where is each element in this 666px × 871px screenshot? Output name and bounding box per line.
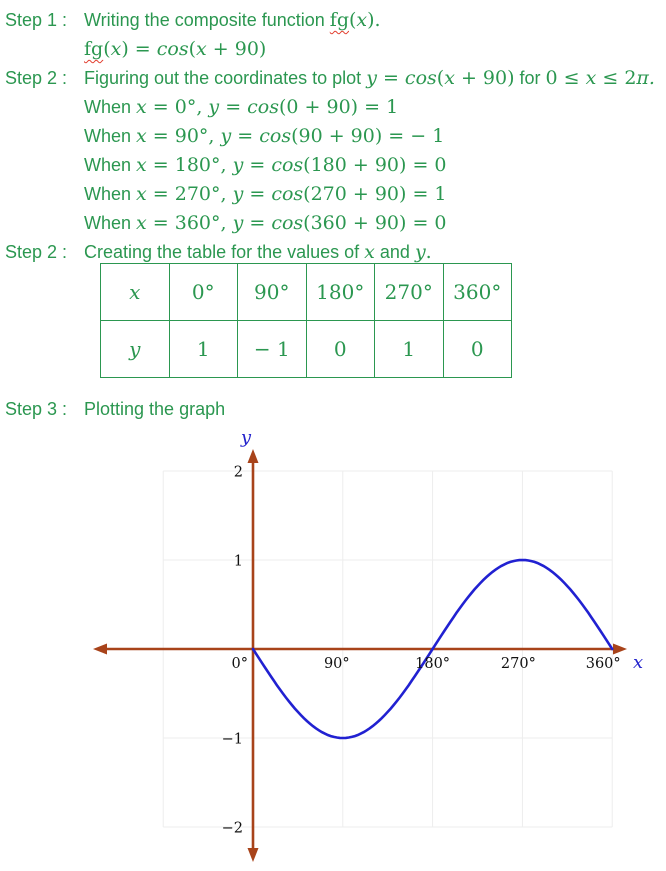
step-label bbox=[0, 151, 84, 180]
text-segment: ≤ 2 bbox=[596, 67, 637, 89]
misspelled-term: fg bbox=[329, 9, 349, 31]
solution-line bbox=[0, 395, 666, 424]
table-cell: 1 bbox=[375, 321, 444, 378]
table-cell: 1 bbox=[169, 321, 238, 378]
text-segment: When bbox=[84, 126, 137, 146]
text-segment: cos bbox=[271, 183, 304, 205]
table-cell: 180° bbox=[306, 264, 375, 321]
text-segment: y bbox=[208, 96, 220, 118]
table-cell: 360° bbox=[443, 264, 512, 321]
x-tick-label: 90° bbox=[323, 656, 350, 672]
text-segment: = 90°, bbox=[146, 125, 221, 147]
text-segment: (90 + 90) = − 1 bbox=[291, 125, 445, 147]
solution-line bbox=[0, 6, 666, 35]
text-segment: = bbox=[231, 125, 260, 147]
text-segment: y bbox=[232, 183, 244, 205]
cosine-graph-svg bbox=[85, 425, 666, 871]
table-row-y bbox=[101, 321, 512, 378]
text-segment: cos bbox=[404, 67, 437, 89]
text-segment: ). bbox=[367, 9, 381, 31]
text-segment: x bbox=[136, 96, 147, 118]
text-segment: When bbox=[84, 97, 137, 117]
misspelled-term: fg bbox=[84, 38, 104, 60]
axes bbox=[101, 458, 619, 854]
line-text bbox=[84, 64, 655, 93]
solution-line bbox=[0, 122, 666, 151]
graph-area bbox=[85, 425, 666, 871]
solution-line bbox=[0, 209, 666, 238]
text-segment: y bbox=[414, 241, 426, 263]
table-row-x bbox=[101, 264, 512, 321]
solution-line bbox=[0, 93, 666, 122]
arrow-right-icon bbox=[613, 644, 627, 655]
text-segment: 0 ≤ bbox=[545, 67, 586, 89]
text-segment: (270 + 90) = 1 bbox=[303, 183, 447, 205]
y-tick-label: 2 bbox=[233, 464, 243, 481]
text-segment: x bbox=[196, 38, 207, 60]
text-segment: Writing the composite function bbox=[84, 10, 330, 30]
text-segment: = bbox=[243, 212, 272, 234]
text-segment: = bbox=[219, 96, 248, 118]
text-segment: and bbox=[374, 242, 415, 262]
text-segment: = 0°, bbox=[146, 96, 209, 118]
text-segment: ( bbox=[188, 38, 197, 60]
text-segment: Figuring out the coordinates to plot bbox=[84, 68, 367, 88]
solution-line bbox=[0, 64, 666, 93]
text-segment: y bbox=[366, 67, 377, 89]
step-label: Step 3 : bbox=[5, 399, 68, 419]
y-tick-label: 1 bbox=[233, 553, 243, 570]
text-segment: = bbox=[243, 183, 272, 205]
line-text bbox=[84, 180, 447, 209]
text-segment: + 90) bbox=[454, 67, 515, 89]
text-segment: ) = bbox=[121, 38, 157, 60]
text-segment: Creating the table for the values of bbox=[84, 242, 365, 262]
step-label bbox=[0, 122, 84, 151]
x-tick-label: 270° bbox=[500, 656, 536, 672]
text-segment: = 360°, bbox=[146, 212, 233, 234]
step-label bbox=[0, 35, 84, 64]
text-segment: x bbox=[136, 212, 147, 234]
step-label: Step 2 : bbox=[5, 68, 68, 88]
solution-line bbox=[0, 35, 666, 64]
text-segment: y bbox=[220, 125, 232, 147]
table-cell: 0 bbox=[306, 321, 375, 378]
text-segment: When bbox=[84, 155, 137, 175]
text-segment: ( bbox=[103, 38, 111, 60]
text-segment: = 270°, bbox=[146, 183, 233, 205]
text-segment: y bbox=[232, 154, 244, 176]
text-segment: cos bbox=[247, 96, 279, 118]
text-segment: x bbox=[585, 67, 597, 89]
y-tick-label: −1 bbox=[221, 731, 243, 748]
table-cell: 90° bbox=[238, 264, 307, 321]
text-segment: ( bbox=[349, 9, 357, 31]
step-label bbox=[0, 180, 84, 209]
text-segment: x bbox=[136, 154, 147, 176]
line-text bbox=[84, 151, 447, 180]
y-axis-label: y bbox=[240, 427, 251, 448]
xy-values-table bbox=[100, 263, 512, 378]
x-tick-label: 360° bbox=[585, 656, 621, 672]
text-segment: (360 + 90) = 0 bbox=[303, 212, 447, 234]
text-segment: x bbox=[110, 38, 122, 60]
text-segment: x bbox=[136, 125, 147, 147]
text-segment: x bbox=[444, 67, 455, 89]
text-segment: x bbox=[356, 9, 368, 31]
line-text bbox=[84, 122, 444, 151]
text-segment: Plotting the graph bbox=[84, 399, 226, 419]
arrow-left-icon bbox=[93, 644, 107, 655]
text-segment: cos bbox=[156, 38, 189, 60]
line-text bbox=[84, 6, 381, 35]
arrow-down-icon bbox=[248, 848, 259, 862]
tick-labels bbox=[222, 465, 621, 837]
step-label: Step 2 : bbox=[5, 242, 68, 262]
text-segment: (0 + 90) = 1 bbox=[279, 96, 399, 118]
line-text bbox=[84, 395, 225, 424]
axis-arrowheads bbox=[93, 449, 627, 862]
line-text bbox=[84, 35, 266, 64]
text-segment: cos bbox=[259, 125, 292, 147]
y-tick-label: −2 bbox=[221, 820, 243, 837]
text-segment: π. bbox=[636, 67, 655, 89]
text-segment: y bbox=[232, 212, 244, 234]
table-cell: y bbox=[101, 321, 170, 378]
text-segment: When bbox=[84, 213, 137, 233]
text-segment: ( bbox=[436, 67, 445, 89]
x-tick-label: 0° bbox=[231, 656, 248, 672]
text-segment: x bbox=[136, 183, 147, 205]
text-segment: When bbox=[84, 184, 137, 204]
table-cell: 270° bbox=[375, 264, 444, 321]
text-segment: = bbox=[376, 67, 405, 89]
text-segment: = 180°, bbox=[146, 154, 233, 176]
text-segment: cos bbox=[271, 154, 304, 176]
line-text bbox=[84, 93, 398, 122]
solution-line bbox=[0, 151, 666, 180]
text-segment: (180 + 90) = 0 bbox=[303, 154, 447, 176]
step-label bbox=[0, 93, 84, 122]
arrow-up-icon bbox=[248, 449, 259, 463]
text-segment: + 90) bbox=[206, 38, 267, 60]
x-axis-label: x bbox=[633, 652, 644, 673]
text-segment: x bbox=[364, 241, 375, 263]
table-cell: 0° bbox=[169, 264, 238, 321]
table-cell: x bbox=[101, 264, 170, 321]
table-cell: 0 bbox=[443, 321, 512, 378]
step-label: Step 1 : bbox=[5, 10, 68, 30]
step-label bbox=[0, 209, 84, 238]
text-segment: = bbox=[243, 154, 272, 176]
line-text bbox=[84, 209, 447, 238]
table-cell: − 1 bbox=[238, 321, 307, 378]
text-segment: for bbox=[514, 68, 546, 88]
solution-line bbox=[0, 180, 666, 209]
text-segment: cos bbox=[271, 212, 304, 234]
x-tick-label: 180° bbox=[415, 656, 451, 672]
text-segment: . bbox=[425, 241, 432, 263]
